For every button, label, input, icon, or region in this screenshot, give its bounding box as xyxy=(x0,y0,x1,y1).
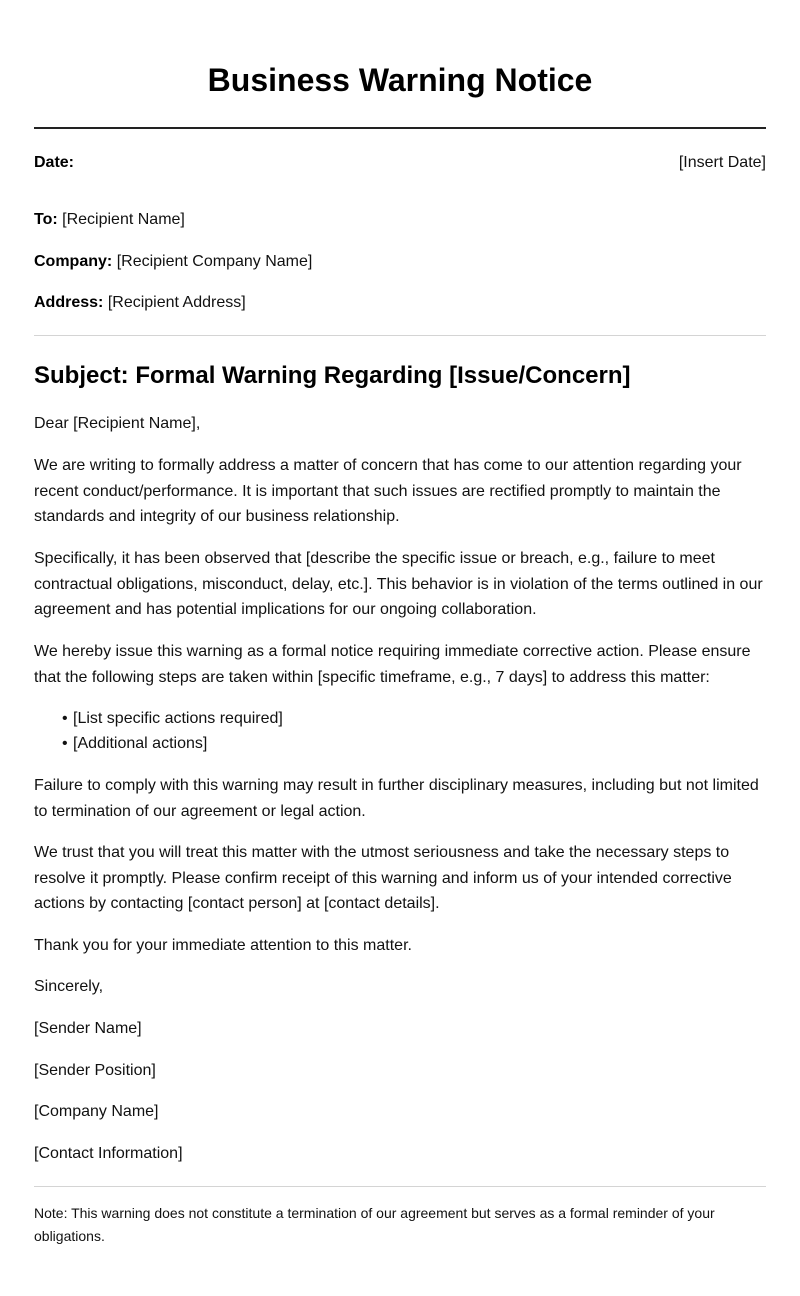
date-label: Date: xyxy=(34,154,75,171)
company-value: [Recipient Company Name] xyxy=(116,253,313,270)
page-title: Business Warning Notice xyxy=(207,62,593,98)
sender-position: [Sender Position] xyxy=(34,1062,156,1079)
list-item: • [List specific actions required] xyxy=(62,706,283,731)
address-line xyxy=(34,290,766,315)
recipient-value: [Recipient Name] xyxy=(62,211,185,228)
sender-contact: [Contact Information] xyxy=(34,1145,183,1162)
recipient-line xyxy=(34,207,766,232)
paragraph-issue: Specifically, it has been observed that [describe the specific issue or breach, e.g., failure to meet contractual obligations, misconduct, delay, etc.]. This behavior is in violation of the terms outlined in our agreement and has potential implications for our ongoing collaboration. xyxy=(34,550,763,618)
greeting: Dear [Recipient Name], xyxy=(34,415,201,432)
footer-divider xyxy=(34,1186,766,1187)
title-divider xyxy=(34,127,766,129)
date-value: [Insert Date] xyxy=(678,154,766,171)
recipient-label: To: xyxy=(34,211,58,228)
subject-heading: Subject: Formal Warning Regarding [Issue/Concern] xyxy=(34,362,631,389)
list-item: • [Additional actions] xyxy=(62,731,283,756)
sender-name: [Sender Name] xyxy=(34,1020,142,1037)
paragraph-consequences: Failure to comply with this warning may result in further disciplinary measures, including but not limited to termination of our agreement or legal action. xyxy=(34,777,759,820)
closing: Sincerely, xyxy=(34,978,104,995)
paragraph-thanks: Thank you for your immediate attention to this matter. xyxy=(34,937,412,954)
date-row xyxy=(34,150,766,175)
address-value: [Recipient Address] xyxy=(107,294,246,311)
company-line xyxy=(34,249,766,274)
sender-company: [Company Name] xyxy=(34,1103,159,1120)
header-divider xyxy=(34,335,766,336)
company-label: Company: xyxy=(34,253,113,270)
paragraph-corrective-action: We hereby issue this warning as a formal notice requiring immediate corrective action. Please ensure that the following steps are taken within [specific timeframe, e.g., 7 days] to address this matter: xyxy=(34,643,751,686)
footer-note: Note: This warning does not constitute a termination of our agreement but serves as a formal reminder of your obligations. xyxy=(34,1205,715,1244)
action-list xyxy=(62,706,283,756)
paragraph-concern: We are writing to formally address a matter of concern that has come to our attention regarding your recent conduct/performance. It is important that such issues are rectified promptly to maintain the standards and integrity of our business relationship. xyxy=(34,457,742,525)
paragraph-confirmation: We trust that you will treat this matter with the utmost seriousness and take the necessary steps to resolve it promptly. Please confirm receipt of this warning and inform us of your intended corrective actions by contacting [contact person] at [contact details]. xyxy=(34,844,732,912)
address-label: Address: xyxy=(34,294,104,311)
